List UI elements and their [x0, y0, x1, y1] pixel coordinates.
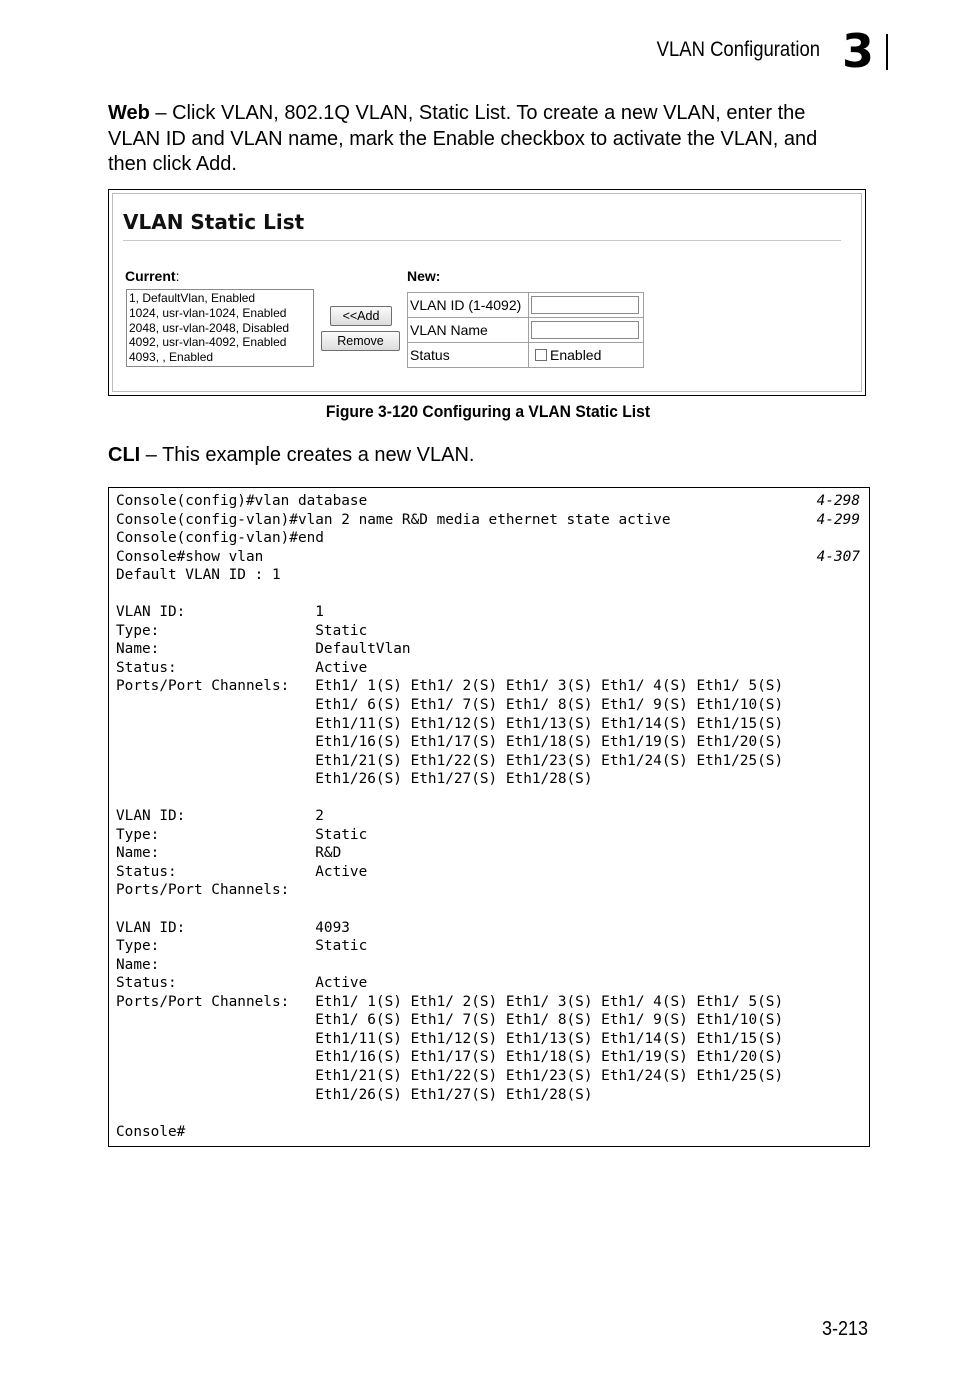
vlan-static-list-figure [108, 189, 866, 396]
list-item[interactable]: 4093, , Enabled [129, 350, 214, 365]
list-item[interactable]: 2048, usr-vlan-2048, Disabled [129, 320, 290, 335]
cli-line [116, 770, 860, 789]
title-divider [123, 240, 841, 241]
cli-line [116, 993, 860, 1012]
cli-line [116, 492, 860, 511]
cli-line [116, 1086, 860, 1105]
cli-line [116, 511, 860, 530]
cli-line [116, 622, 860, 641]
list-item[interactable]: 1, DefaultVlan, Enabled [129, 291, 256, 305]
cli-lines [116, 492, 860, 1141]
cli-line [116, 1030, 860, 1049]
cli-line [116, 752, 860, 771]
cli-line [116, 1011, 860, 1030]
vlan-name-row [408, 318, 644, 343]
cli-line [116, 1123, 860, 1142]
cli-line [116, 881, 860, 900]
web-intro-paragraph [108, 101, 848, 178]
cli-command-reference: 4-307 [816, 548, 860, 565]
cli-line [116, 585, 860, 604]
cli-line [116, 807, 860, 826]
cli-line [116, 900, 860, 919]
cli-line-text: Status: Active [116, 659, 368, 676]
cli-line-text: Eth1/16(S) Eth1/17(S) Eth1/18(S) Eth1/19(S) Eth1/20(S) [116, 1049, 784, 1066]
list-item[interactable]: 1024, usr-vlan-1024, Enabled [129, 305, 287, 320]
cli-line [116, 1104, 860, 1123]
cli-line-text: Console(config-vlan)#end [116, 530, 324, 547]
figure-caption: Figure 3-120 Configuring a VLAN Static List [325, 402, 651, 421]
cli-line-text: Eth1/21(S) Eth1/22(S) Eth1/23(S) Eth1/24(S) Eth1/25(S) [116, 752, 784, 769]
cli-line-text: Eth1/11(S) Eth1/12(S) Eth1/13(S) Eth1/14(S) Eth1/15(S) [116, 715, 784, 732]
cli-line-text: Ports/Port Channels: [116, 882, 290, 899]
cli-line-text: Default VLAN ID : 1 [116, 567, 281, 584]
cli-line-text: Eth1/21(S) Eth1/22(S) Eth1/23(S) Eth1/24(S) Eth1/25(S) [116, 1067, 784, 1084]
enabled-checkbox[interactable] [535, 349, 547, 361]
cli-line [116, 548, 860, 567]
cli-line [116, 956, 860, 975]
cli-line-text: Type: Static [116, 938, 368, 955]
cli-line [116, 529, 860, 548]
panel-title: VLAN Static List [123, 210, 305, 234]
new-label: New: [407, 268, 441, 284]
cli-line-text: Status: Active [116, 863, 368, 880]
cli-line [116, 696, 860, 715]
vlan-name-cell [529, 318, 644, 343]
cli-line-text: Eth1/16(S) Eth1/17(S) Eth1/18(S) Eth1/19(S) Eth1/20(S) [116, 734, 784, 751]
current-label [125, 268, 179, 284]
cli-line-text: Name: DefaultVlan [116, 641, 411, 658]
cli-command-reference: 4-299 [816, 511, 860, 528]
cli-line [116, 919, 860, 938]
cli-line [116, 566, 860, 585]
add-button[interactable]: <<Add [330, 306, 392, 326]
cli-example-box [108, 487, 870, 1147]
cli-line [116, 733, 860, 752]
web-intro-text: – Click VLAN, 802.1Q VLAN, Static List. To create a new VLAN, enter the VLAN ID and VLAN name, mark the Enable checkbox to activate the VLAN, and then click Add. [108, 102, 818, 175]
current-vlan-listbox[interactable] [126, 289, 314, 367]
cli-line [116, 603, 860, 622]
current-label-colon: : [175, 268, 180, 284]
web-intro-label: Web [108, 102, 150, 124]
vlan-static-list-panel [112, 193, 862, 392]
cli-line [116, 659, 860, 678]
running-header-title: VLAN Configuration [656, 38, 820, 61]
current-label-text: Current [125, 268, 176, 284]
cli-line-text: VLAN ID: 4093 [116, 919, 350, 936]
cli-line-text: Console(config)#vlan database [116, 493, 368, 509]
cli-line [116, 715, 860, 734]
cli-line-text: Eth1/ 6(S) Eth1/ 7(S) Eth1/ 8(S) Eth1/ 9(S) Eth1/10(S) [116, 1012, 784, 1029]
cli-line [116, 640, 860, 659]
cli-line [116, 1067, 860, 1086]
vlan-id-cell [529, 293, 644, 318]
cli-line [116, 677, 860, 696]
vlan-name-label: VLAN Name [408, 318, 529, 343]
cli-line [116, 937, 860, 956]
vlan-name-input[interactable] [531, 321, 639, 339]
new-vlan-form [407, 292, 644, 368]
vlan-id-label: VLAN ID (1-4092) [408, 293, 529, 318]
cli-line-text: Name: R&D [116, 845, 342, 862]
cli-line-text: Ports/Port Channels: Eth1/ 1(S) Eth1/ 2(S) Eth1/ 3(S) Eth1/ 4(S) Eth1/ 5(S) [116, 993, 784, 1010]
status-cell [529, 343, 644, 368]
cli-line-text: Type: Static [116, 622, 368, 639]
cli-line-text: Name: [116, 956, 160, 973]
cli-line-text: Console# [116, 1123, 186, 1140]
cli-line-text: Eth1/26(S) Eth1/27(S) Eth1/28(S) [116, 771, 593, 788]
chapter-number: 3 [842, 24, 875, 78]
cli-line [116, 789, 860, 808]
enabled-label: Enabled [550, 346, 602, 363]
cli-line-text: Eth1/26(S) Eth1/27(S) Eth1/28(S) [116, 1086, 593, 1103]
cli-line [116, 974, 860, 993]
cli-intro-text: – This example creates a new VLAN. [140, 444, 475, 466]
cli-line-text: Eth1/ 6(S) Eth1/ 7(S) Eth1/ 8(S) Eth1/ 9(S) Eth1/10(S) [116, 697, 784, 714]
vlan-id-row [408, 293, 644, 318]
cli-line [116, 844, 860, 863]
cli-line-text: Console(config-vlan)#vlan 2 name R&D media ethernet state active [116, 511, 671, 528]
cli-line-text: Console#show vlan [116, 548, 264, 565]
cli-line-text: VLAN ID: 2 [116, 808, 324, 825]
cli-intro-paragraph [108, 444, 474, 467]
cli-command-reference: 4-298 [816, 493, 860, 509]
cli-line-text: Type: Static [116, 826, 368, 843]
cli-line-text: VLAN ID: 1 [116, 604, 324, 621]
cli-line [116, 826, 860, 845]
cli-line-text: Status: Active [116, 975, 368, 992]
cli-line-text: Eth1/11(S) Eth1/12(S) Eth1/13(S) Eth1/14(S) Eth1/15(S) [116, 1030, 784, 1047]
chapter-rule [886, 34, 888, 70]
status-label: Status [408, 343, 529, 368]
cli-intro-label: CLI [108, 444, 141, 466]
remove-button[interactable]: Remove [321, 331, 400, 351]
cli-line [116, 863, 860, 882]
page-number: 3-213 [821, 1318, 868, 1340]
list-item[interactable]: 4092, usr-vlan-4092, Enabled [129, 335, 287, 350]
status-row [408, 343, 644, 368]
cli-line [116, 1048, 860, 1067]
cli-line-text: Ports/Port Channels: Eth1/ 1(S) Eth1/ 2(S) Eth1/ 3(S) Eth1/ 4(S) Eth1/ 5(S) [116, 678, 784, 695]
vlan-id-input[interactable] [531, 296, 639, 314]
